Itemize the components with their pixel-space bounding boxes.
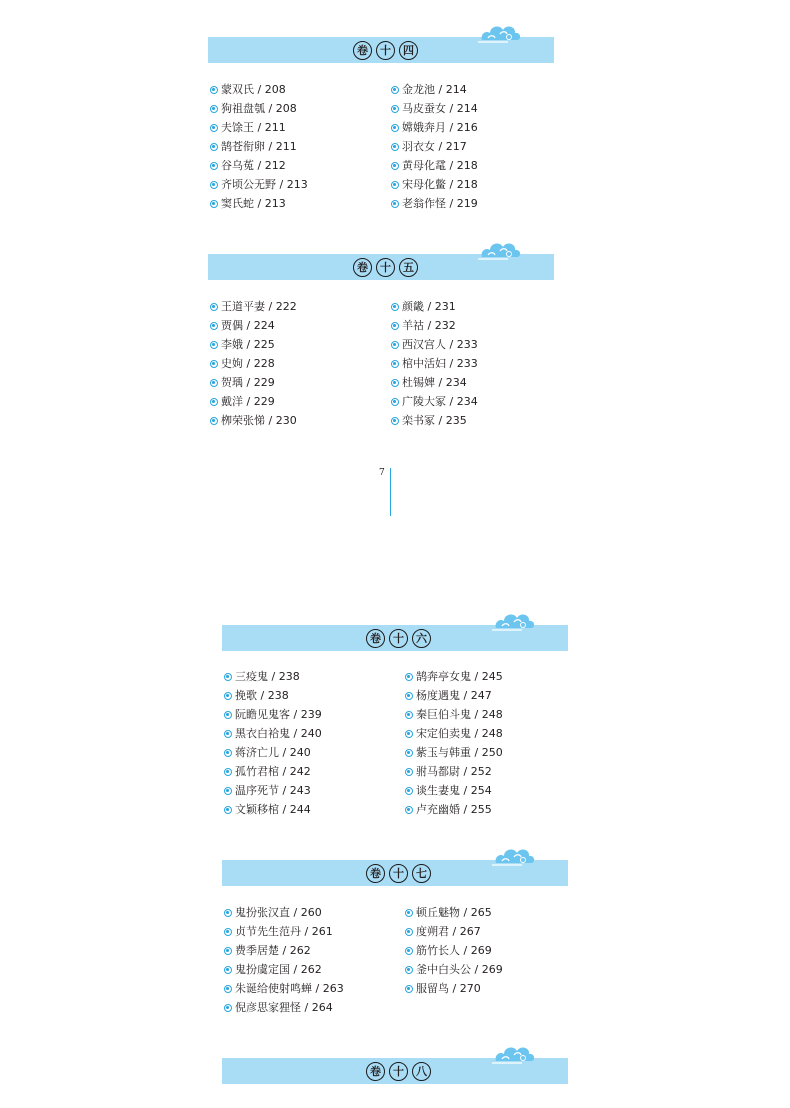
entry-text: 谈生妻鬼 / 254: [416, 784, 492, 797]
double-circle-bullet-icon: [210, 181, 218, 189]
double-circle-bullet-icon: [224, 730, 232, 738]
double-circle-bullet-icon: [391, 379, 399, 387]
double-circle-bullet-icon: [224, 711, 232, 719]
entry-text: 孤竹君棺 / 242: [235, 765, 311, 778]
double-circle-bullet-icon: [224, 947, 232, 955]
entry-text: 栾书冢 / 235: [402, 414, 467, 427]
toc-entry[interactable]: [224, 727, 322, 740]
entry-text: 戴洋 / 229: [221, 395, 275, 408]
double-circle-bullet-icon: [405, 711, 413, 719]
toc-entry[interactable]: [391, 197, 478, 210]
toc-entry[interactable]: [224, 746, 311, 759]
toc-entry[interactable]: [391, 319, 456, 332]
double-circle-bullet-icon: [210, 105, 218, 113]
title-seal-char: 十: [389, 864, 408, 883]
double-circle-bullet-icon: [210, 379, 218, 387]
toc-entry[interactable]: [224, 963, 322, 976]
entry-text: 倪彦思家狸怪 / 264: [235, 1001, 333, 1014]
title-seal-char: 七: [412, 864, 431, 883]
toc-entry[interactable]: [405, 982, 481, 995]
entry-text: 宋母化鳖 / 218: [402, 178, 478, 191]
toc-entry[interactable]: [391, 178, 478, 191]
double-circle-bullet-icon: [210, 162, 218, 170]
entry-text: 贾偶 / 224: [221, 319, 275, 332]
double-circle-bullet-icon: [391, 124, 399, 132]
toc-entry[interactable]: [210, 319, 275, 332]
toc-entry[interactable]: [210, 376, 275, 389]
toc-entry[interactable]: [391, 102, 478, 115]
double-circle-bullet-icon: [391, 341, 399, 349]
toc-entry[interactable]: [210, 102, 297, 115]
entry-text: 费季居楚 / 262: [235, 944, 311, 957]
toc-entry[interactable]: [405, 906, 492, 919]
double-circle-bullet-icon: [210, 124, 218, 132]
toc-entry[interactable]: [224, 1001, 333, 1014]
entry-text: 夫馀王 / 211: [221, 121, 286, 134]
page-number: 7: [379, 468, 385, 478]
double-circle-bullet-icon: [224, 806, 232, 814]
entry-text: 釜中白头公 / 269: [416, 963, 503, 976]
double-circle-bullet-icon: [405, 692, 413, 700]
toc-entry[interactable]: [405, 944, 492, 957]
double-circle-bullet-icon: [224, 692, 232, 700]
toc-entry[interactable]: [210, 83, 286, 96]
auspicious-cloud-icon: [492, 1041, 536, 1067]
toc-entry[interactable]: [210, 197, 286, 210]
toc-entry[interactable]: [391, 395, 478, 408]
entry-text: 齐顷公无野 / 213: [221, 178, 308, 191]
toc-entry[interactable]: [405, 708, 503, 721]
double-circle-bullet-icon: [210, 200, 218, 208]
double-circle-bullet-icon: [405, 966, 413, 974]
entry-text: 颜畿 / 231: [402, 300, 456, 313]
entry-text: 鬼扮张汉直 / 260: [235, 906, 322, 919]
entry-text: 窦氏蛇 / 213: [221, 197, 286, 210]
toc-entry[interactable]: [224, 906, 322, 919]
double-circle-bullet-icon: [405, 787, 413, 795]
entry-text: 狗祖盘瓠 / 208: [221, 102, 297, 115]
double-circle-bullet-icon: [391, 105, 399, 113]
title-seal-char: 十: [376, 258, 395, 277]
toc-entry[interactable]: [210, 300, 297, 313]
toc-entry[interactable]: [405, 727, 503, 740]
toc-entry[interactable]: [210, 178, 308, 191]
toc-entry[interactable]: [210, 338, 275, 351]
double-circle-bullet-icon: [224, 966, 232, 974]
double-circle-bullet-icon: [405, 985, 413, 993]
entry-text: 驸马都尉 / 252: [416, 765, 492, 778]
toc-entry[interactable]: [224, 689, 289, 702]
entry-text: 鬼扮虞定国 / 262: [235, 963, 322, 976]
entry-text: 蒋济亡儿 / 240: [235, 746, 311, 759]
chapter-title: [366, 862, 431, 884]
title-seal-char: 十: [376, 41, 395, 60]
double-circle-bullet-icon: [405, 928, 413, 936]
double-circle-bullet-icon: [210, 143, 218, 151]
double-circle-bullet-icon: [210, 303, 218, 311]
entry-text: 棺中活妇 / 233: [402, 357, 478, 370]
double-circle-bullet-icon: [224, 768, 232, 776]
toc-entry[interactable]: [405, 689, 492, 702]
toc-entry[interactable]: [210, 395, 275, 408]
toc-entry[interactable]: [210, 159, 286, 172]
double-circle-bullet-icon: [391, 360, 399, 368]
toc-entry[interactable]: [405, 784, 492, 797]
entry-text: 羊祜 / 232: [402, 319, 456, 332]
title-seal-char: 卷: [366, 1062, 385, 1081]
double-circle-bullet-icon: [391, 398, 399, 406]
toc-entry[interactable]: [405, 963, 503, 976]
entry-text: 卢充幽婚 / 255: [416, 803, 492, 816]
toc-entry[interactable]: [391, 300, 456, 313]
entry-text: 黑衣白袷鬼 / 240: [235, 727, 322, 740]
chapter-title: [353, 256, 418, 278]
double-circle-bullet-icon: [224, 985, 232, 993]
toc-entry[interactable]: [405, 925, 481, 938]
double-circle-bullet-icon: [391, 417, 399, 425]
toc-entry[interactable]: [210, 357, 275, 370]
toc-entry[interactable]: [210, 121, 286, 134]
entry-text: 三疫鬼 / 238: [235, 670, 300, 683]
title-seal-char: 卷: [353, 41, 372, 60]
entry-text: 紫玉与韩重 / 250: [416, 746, 503, 759]
entry-text: 宋定伯卖鬼 / 248: [416, 727, 503, 740]
double-circle-bullet-icon: [391, 303, 399, 311]
double-circle-bullet-icon: [210, 341, 218, 349]
entry-text: 谷乌菟 / 212: [221, 159, 286, 172]
entry-text: 西汉宫人 / 233: [402, 338, 478, 351]
double-circle-bullet-icon: [210, 398, 218, 406]
entry-text: 朱诞给使射鸣蝉 / 263: [235, 982, 344, 995]
entry-text: 秦巨伯斗鬼 / 248: [416, 708, 503, 721]
toc-entry[interactable]: [224, 708, 322, 721]
double-circle-bullet-icon: [405, 749, 413, 757]
entry-text: 羽衣女 / 217: [402, 140, 467, 153]
toc-entry[interactable]: [405, 765, 492, 778]
double-circle-bullet-icon: [224, 749, 232, 757]
double-circle-bullet-icon: [210, 360, 218, 368]
double-circle-bullet-icon: [405, 673, 413, 681]
auspicious-cloud-icon: [478, 20, 522, 46]
entry-text: 鹄奔亭女鬼 / 245: [416, 670, 503, 683]
entry-text: 嫦娥奔月 / 216: [402, 121, 478, 134]
toc-entry[interactable]: [391, 376, 467, 389]
title-seal-char: 八: [412, 1062, 431, 1081]
title-seal-char: 六: [412, 629, 431, 648]
entry-text: 温序死节 / 243: [235, 784, 311, 797]
double-circle-bullet-icon: [224, 928, 232, 936]
double-circle-bullet-icon: [224, 673, 232, 681]
entry-text: 马皮蚕女 / 214: [402, 102, 478, 115]
entry-text: 老翁作怪 / 219: [402, 197, 478, 210]
folio-divider: [390, 468, 391, 516]
toc-entry[interactable]: [405, 670, 503, 683]
entry-text: 王道平妻 / 222: [221, 300, 297, 313]
toc-entry[interactable]: [405, 803, 492, 816]
entry-text: 顿丘魅物 / 265: [416, 906, 492, 919]
entry-text: 度朔君 / 267: [416, 925, 481, 938]
double-circle-bullet-icon: [405, 947, 413, 955]
entry-text: 杨度遇鬼 / 247: [416, 689, 492, 702]
toc-entry[interactable]: [391, 357, 478, 370]
entry-text: 李娥 / 225: [221, 338, 275, 351]
toc-entry[interactable]: [391, 83, 467, 96]
double-circle-bullet-icon: [405, 730, 413, 738]
toc-entry[interactable]: [224, 982, 344, 995]
entry-text: 贺瑀 / 229: [221, 376, 275, 389]
title-seal-char: 十: [389, 629, 408, 648]
chapter-title: [366, 627, 431, 649]
entry-text: 挽歌 / 238: [235, 689, 289, 702]
chapter-title: [366, 1060, 431, 1082]
double-circle-bullet-icon: [391, 86, 399, 94]
entry-text: 史姁 / 228: [221, 357, 275, 370]
entry-text: 贞节先生范丹 / 261: [235, 925, 333, 938]
title-seal-char: 五: [399, 258, 418, 277]
toc-entry[interactable]: [391, 338, 478, 351]
double-circle-bullet-icon: [210, 417, 218, 425]
double-circle-bullet-icon: [405, 909, 413, 917]
double-circle-bullet-icon: [224, 787, 232, 795]
toc-entry[interactable]: [224, 784, 311, 797]
double-circle-bullet-icon: [391, 143, 399, 151]
title-seal-char: 卷: [366, 629, 385, 648]
toc-entry[interactable]: [224, 670, 300, 683]
entry-text: 栁荣张悌 / 230: [221, 414, 297, 427]
chapter-title: [353, 39, 418, 61]
entry-text: 黄母化鼋 / 218: [402, 159, 478, 172]
toc-entry[interactable]: [405, 746, 503, 759]
toc-entry[interactable]: [224, 944, 311, 957]
double-circle-bullet-icon: [405, 768, 413, 776]
toc-entry[interactable]: [391, 159, 478, 172]
entry-text: 金龙池 / 214: [402, 83, 467, 96]
double-circle-bullet-icon: [405, 806, 413, 814]
entry-text: 阮瞻见鬼客 / 239: [235, 708, 322, 721]
entry-text: 筋竹长人 / 269: [416, 944, 492, 957]
title-seal-char: 四: [399, 41, 418, 60]
entry-text: 鹄苍衔卵 / 211: [221, 140, 297, 153]
toc-entry[interactable]: [210, 414, 297, 427]
double-circle-bullet-icon: [391, 181, 399, 189]
auspicious-cloud-icon: [492, 608, 536, 634]
toc-entry[interactable]: [391, 121, 478, 134]
toc-entry[interactable]: [224, 765, 311, 778]
toc-entry[interactable]: [391, 140, 467, 153]
double-circle-bullet-icon: [391, 162, 399, 170]
double-circle-bullet-icon: [391, 322, 399, 330]
double-circle-bullet-icon: [210, 86, 218, 94]
entry-text: 蒙双氏 / 208: [221, 83, 286, 96]
double-circle-bullet-icon: [391, 200, 399, 208]
auspicious-cloud-icon: [478, 237, 522, 263]
entry-text: 文颖移棺 / 244: [235, 803, 311, 816]
toc-entry[interactable]: [210, 140, 297, 153]
entry-text: 服留鸟 / 270: [416, 982, 481, 995]
toc-entry[interactable]: [224, 925, 333, 938]
double-circle-bullet-icon: [224, 909, 232, 917]
double-circle-bullet-icon: [210, 322, 218, 330]
toc-entry[interactable]: [391, 414, 467, 427]
entry-text: 广陵大冢 / 234: [402, 395, 478, 408]
toc-entry[interactable]: [224, 803, 311, 816]
double-circle-bullet-icon: [224, 1004, 232, 1012]
title-seal-char: 卷: [366, 864, 385, 883]
title-seal-char: 十: [389, 1062, 408, 1081]
title-seal-char: 卷: [353, 258, 372, 277]
entry-text: 杜锡婢 / 234: [402, 376, 467, 389]
auspicious-cloud-icon: [492, 843, 536, 869]
